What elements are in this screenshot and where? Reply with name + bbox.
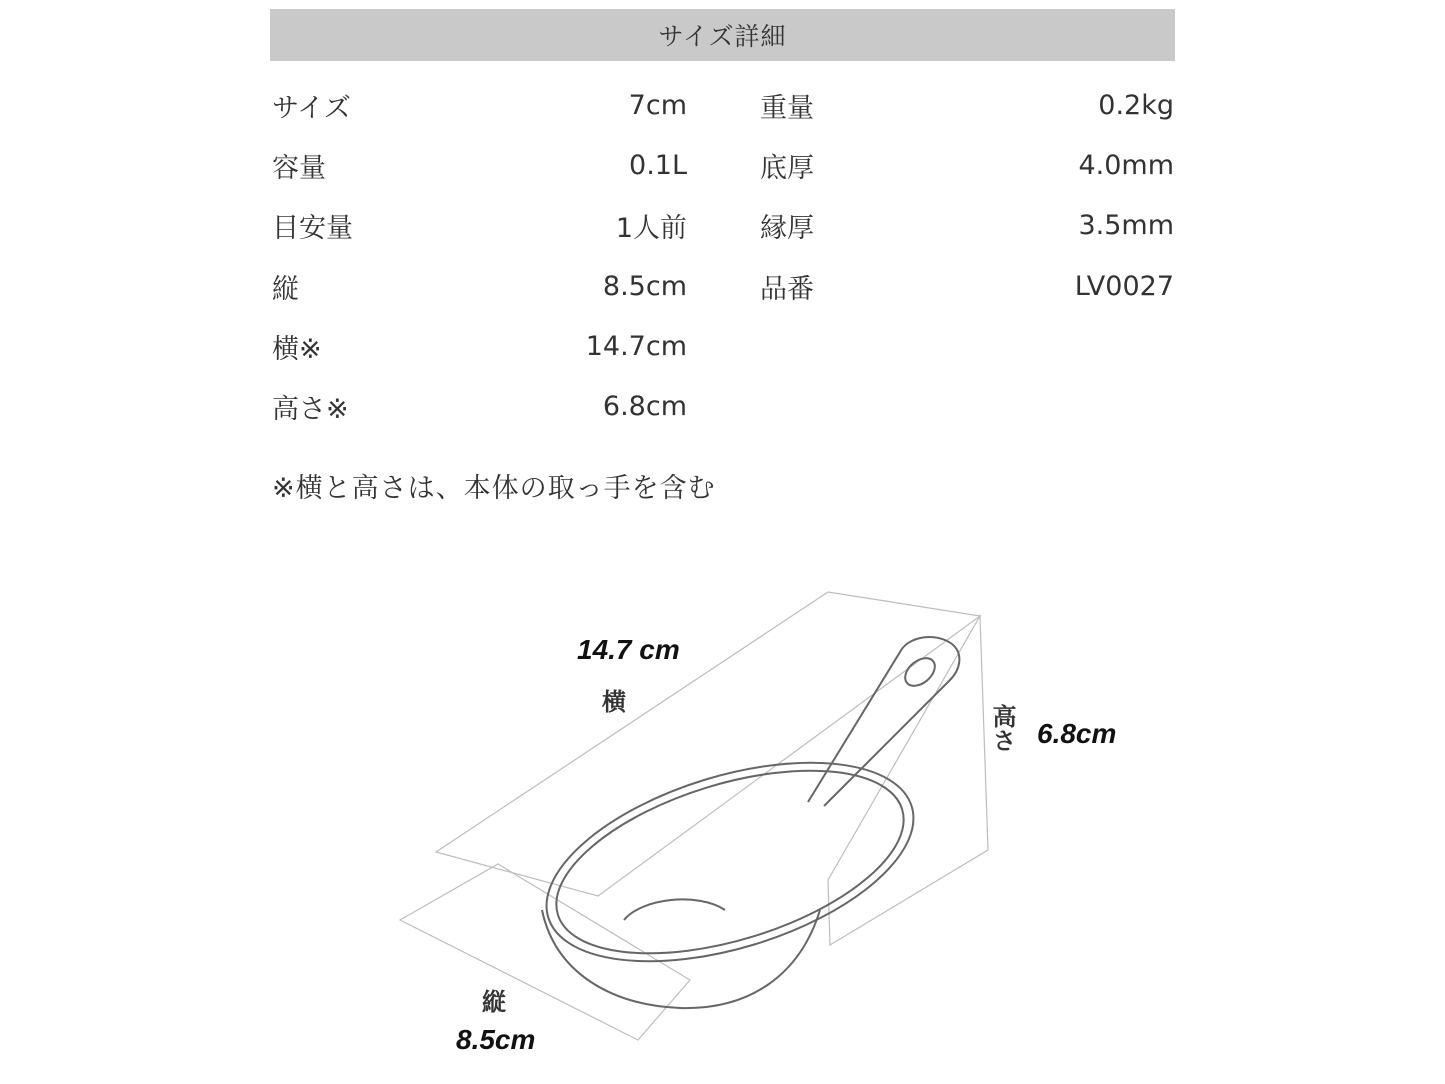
width-axis-label: 横 (602, 688, 626, 716)
handle-outline (808, 637, 959, 806)
spec-row-bottom-thickness (760, 145, 1174, 185)
spec-label: 目安量 (272, 212, 353, 244)
depth-axis-label: 縦 (482, 988, 506, 1016)
spec-label: 重量 (760, 92, 814, 124)
spec-row-rim-thickness (760, 205, 1174, 245)
width-value-text: 14.7 cm (577, 634, 680, 665)
spec-value: 8.5cm (602, 270, 687, 302)
depth-plane (400, 864, 690, 1040)
spec-row-weight (760, 85, 1174, 125)
spec-label: 横※ (272, 333, 322, 365)
saucepan-dimension-diagram (380, 580, 1180, 1060)
width-plane (436, 592, 980, 896)
height-axis-label: 高さ (988, 704, 1016, 752)
spec-row-serving (272, 205, 687, 245)
footnote: ※横と高さは、本体の取っ手を含む (272, 473, 716, 504)
height-value-text: 6.8cm (1037, 718, 1117, 749)
spec-value: 6.8cm (602, 390, 687, 422)
spec-row-size (272, 85, 687, 125)
spec-row-width (272, 326, 687, 366)
size-details-header (270, 9, 1175, 61)
spec-value: 4.0mm (1078, 149, 1174, 181)
spec-value: 1人前 (615, 212, 687, 244)
handle-hole (900, 653, 940, 692)
spec-value: 3.5mm (1078, 209, 1174, 241)
bowl-rim-outer (523, 724, 937, 1000)
spec-value: 0.1L (629, 149, 687, 181)
spec-row-capacity (272, 145, 687, 185)
spec-row-height (272, 386, 687, 426)
spec-label: 底厚 (760, 152, 814, 184)
spec-value: 7cm (628, 89, 687, 121)
spec-label: 品番 (760, 273, 814, 305)
spec-row-depth (272, 266, 687, 306)
spec-label: 縦 (272, 273, 299, 305)
spec-value: 14.7cm (585, 330, 687, 362)
height-plane (828, 616, 988, 945)
bowl-bottom (624, 899, 725, 920)
depth-value-text: 8.5cm (456, 1024, 536, 1055)
spec-row-product-number (760, 266, 1174, 306)
spec-label: 高さ※ (272, 393, 349, 425)
spec-label: 容量 (272, 152, 326, 184)
spec-value: 0.2kg (1098, 89, 1174, 121)
spec-label: サイズ (272, 92, 351, 124)
size-details-title: サイズ詳細 (658, 22, 787, 51)
spec-value: LV0027 (1074, 270, 1174, 302)
spec-label: 縁厚 (760, 212, 814, 244)
